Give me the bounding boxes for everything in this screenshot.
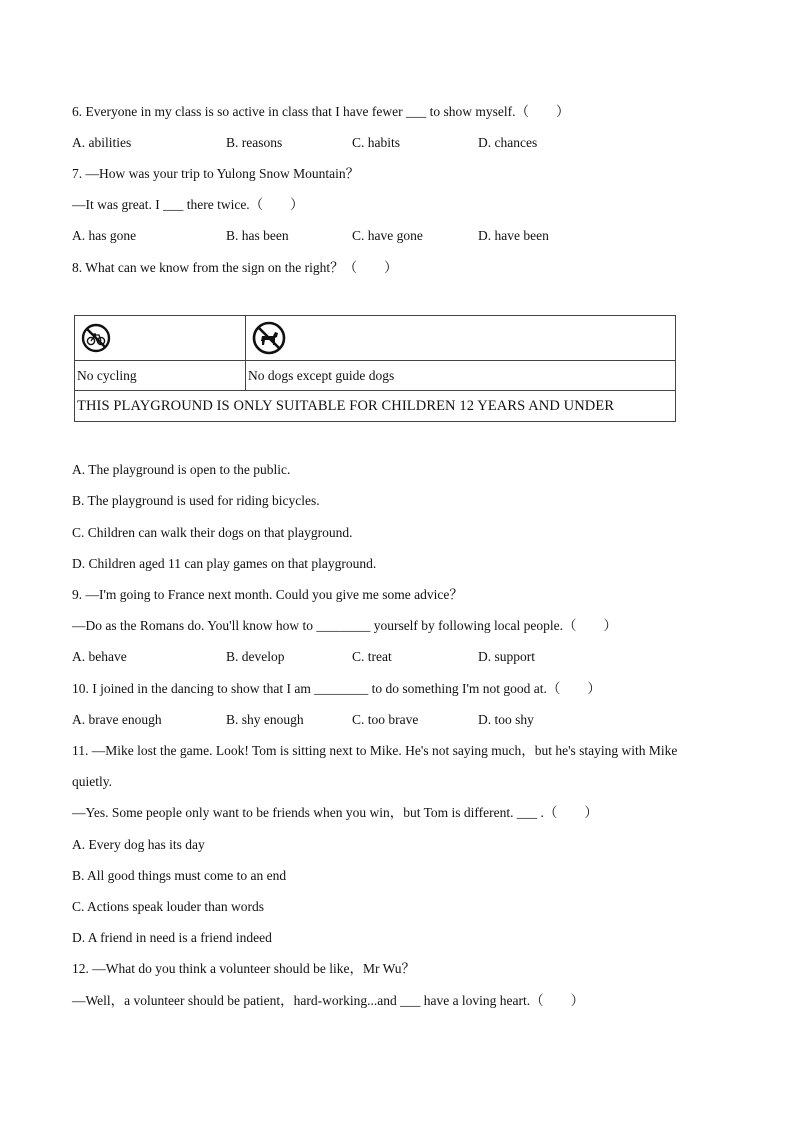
no-dogs-icon [252,321,286,355]
q8-stem: 8. What can we know from the sign on the right？（ ） [72,260,398,275]
q10-option-b: B. shy enough [226,712,304,727]
q10-option-d: D. too shy [478,712,534,727]
q6-option-c: C. habits [352,135,401,150]
q9-reply: —Do as the Romans do. You'll know how to ________ yourself by following local people.（ ） [72,618,618,633]
q8-option-c: C. Children can walk their dogs on that playground. [72,525,353,540]
q6-option-b: B. reasons [226,135,283,150]
q9-option-c: C. treat [352,649,392,664]
q11-option-a: A. Every dog has its day [72,837,205,852]
q11-reply: —Yes. Some people only want to be friends when you win，but Tom is different. ___ .（ ） [72,805,598,820]
q9-option-b: B. develop [226,649,285,664]
q11-option-b: B. All good things must come to an end [72,868,287,883]
q9-option-d: D. support [478,649,535,664]
q7-option-c: C. have gone [352,228,423,243]
q10-option-c: C. too brave [352,712,419,727]
q7-reply: —It was great. I ___ there twice.（ ） [72,197,304,212]
q8-option-d: D. Children aged 11 can play games on that playground. [72,556,377,571]
q7-stem: 7. —How was your trip to Yulong Snow Mountain？ [72,166,360,181]
q7-option-b: B. has been [226,228,289,243]
q6-stem: 6. Everyone in my class is so active in class that I have fewer ___ to show myself.（ ） [72,104,570,119]
q8-option-b: B. The playground is used for riding bicycles. [72,493,320,508]
q12-stem: 12. —What do you think a volunteer should be like，Mr Wu？ [72,961,416,976]
q7-option-d: D. have been [478,228,549,243]
q9-option-a: A. behave [72,649,127,664]
no-cycling-icon [81,323,111,353]
sign-icon-cell-left [75,316,246,361]
q11-stem-continued: quietly. [72,774,112,789]
sign-label-no-dogs: No dogs except guide dogs [246,361,676,391]
sign-label-no-cycling: No cycling [75,361,246,391]
q6-option-d: D. chances [478,135,538,150]
q9-stem: 9. —I'm going to France next month. Could you give me some advice？ [72,587,463,602]
sign-icon-cell-right [246,316,676,361]
sign-table [74,315,676,422]
q11-option-c: C. Actions speak louder than words [72,899,264,914]
q6-option-a: A. abilities [72,135,132,150]
q10-stem: 10. I joined in the dancing to show that I am ________ to do something I'm not good at.（ ） [72,681,601,696]
q7-option-a: A. has gone [72,228,137,243]
q10-option-a: A. brave enough [72,712,162,727]
q12-reply: —Well，a volunteer should be patient，hard-working...and ___ have a loving heart.（ ） [72,993,585,1008]
q8-option-a: A. The playground is open to the public. [72,462,291,477]
q11-stem: 11. —Mike lost the game. Look! Tom is sitting next to Mike. He's not saying much，but he's staying with Mike [72,743,678,758]
sign-notice: THIS PLAYGROUND IS ONLY SUITABLE FOR CHILDREN 12 YEARS AND UNDER [75,391,676,422]
q11-option-d: D. A friend in need is a friend indeed [72,930,272,945]
